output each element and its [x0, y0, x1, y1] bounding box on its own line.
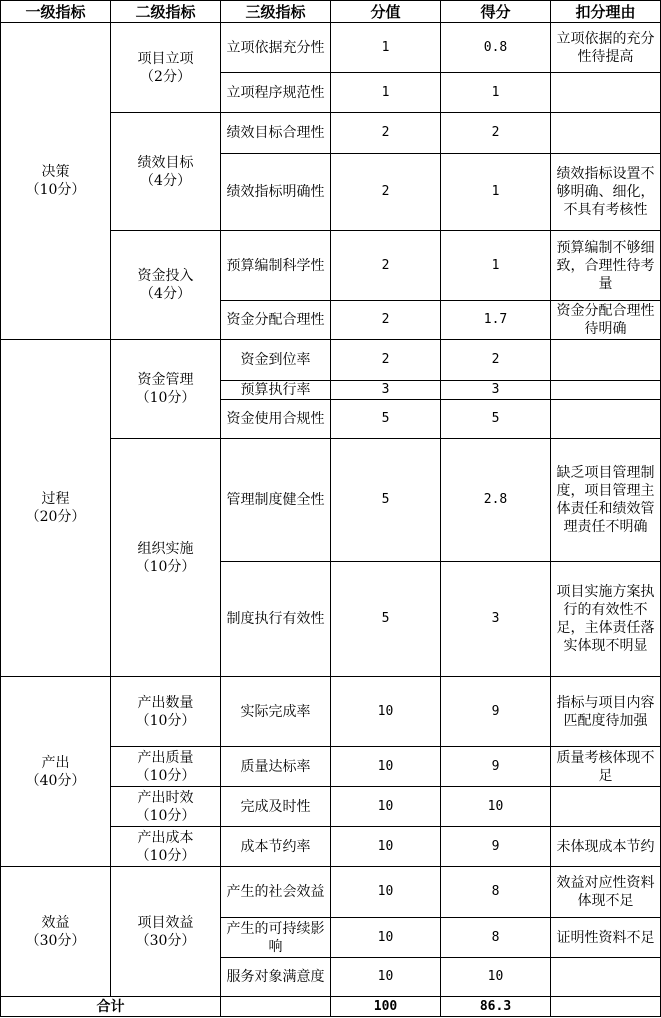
l1-name: 决策	[41, 164, 70, 180]
reason-cell: 项目实施方案执行的有效性不足，主体责任落实体现不明显	[551, 562, 661, 677]
l3-cell: 管理制度健全性	[221, 439, 331, 562]
reason-cell	[551, 73, 661, 113]
l2-score: （30分）	[135, 932, 196, 949]
score-cell: 1	[441, 231, 551, 301]
value-cell: 10	[331, 958, 441, 997]
score-cell: 2.8	[441, 439, 551, 562]
value-cell: 10	[331, 677, 441, 747]
l3-cell: 产生的可持续影响	[221, 918, 331, 958]
table-row	[1, 23, 661, 73]
score-cell: 0.8	[441, 23, 551, 73]
l2-name: 项目效益	[137, 914, 194, 931]
l1-name: 效益	[41, 914, 70, 931]
total-label: 合计	[1, 997, 221, 1017]
score-cell: 1.7	[441, 301, 551, 340]
value-cell: 10	[331, 747, 441, 787]
l1-name: 过程	[41, 491, 70, 507]
l1-score: （20分）	[25, 509, 86, 525]
l2-fund-input	[111, 231, 221, 340]
header-level3: 三级指标	[221, 1, 331, 23]
l2-output-qty	[111, 677, 221, 747]
score-cell: 2	[441, 113, 551, 154]
l1-score: （30分）	[25, 932, 86, 949]
l2-project-setup	[111, 23, 221, 113]
score-cell: 9	[441, 677, 551, 747]
l2-name: 产出时效	[137, 789, 194, 806]
l3-cell: 资金分配合理性	[221, 301, 331, 340]
l2-name: 资金投入	[137, 268, 194, 284]
l3-cell: 预算编制科学性	[221, 231, 331, 301]
l3-cell: 完成及时性	[221, 787, 331, 827]
score-cell: 5	[441, 400, 551, 439]
l3-cell: 产生的社会效益	[221, 867, 331, 918]
l2-fund-mgmt	[111, 340, 221, 439]
l1-score: （40分）	[25, 772, 86, 789]
value-cell: 5	[331, 400, 441, 439]
l2-name: 组织实施	[137, 540, 194, 557]
l2-org-impl	[111, 439, 221, 677]
score-cell: 1	[441, 154, 551, 231]
l2-output-quality	[111, 747, 221, 787]
table-row	[1, 867, 661, 918]
l2-score: （2分）	[140, 68, 191, 85]
l3-cell: 资金使用合规性	[221, 400, 331, 439]
l2-score: （10分）	[135, 767, 196, 784]
l2-score: （10分）	[135, 558, 196, 575]
reason-cell	[551, 340, 661, 381]
score-cell: 9	[441, 747, 551, 787]
header-level2: 二级指标	[111, 1, 221, 23]
reason-cell	[551, 381, 661, 400]
l2-name: 产出成本	[137, 829, 194, 846]
value-cell: 2	[331, 231, 441, 301]
total-score: 86.3	[441, 997, 551, 1017]
reason-cell: 资金分配合理性待明确	[551, 301, 661, 340]
reason-cell: 效益对应性资料体现不足	[551, 867, 661, 918]
header-row	[1, 1, 661, 23]
score-cell: 8	[441, 918, 551, 958]
header-reason: 扣分理由	[551, 1, 661, 23]
total-reason	[551, 997, 661, 1017]
l1-benefit	[1, 867, 111, 997]
header-score: 得分	[441, 1, 551, 23]
score-cell: 1	[441, 73, 551, 113]
total-row	[1, 997, 661, 1017]
l2-output-cost	[111, 827, 221, 867]
header-level1: 一级指标	[1, 1, 111, 23]
value-cell: 2	[331, 301, 441, 340]
value-cell: 2	[331, 340, 441, 381]
value-cell: 2	[331, 113, 441, 154]
l2-score: （4分）	[140, 286, 191, 302]
table-row	[1, 677, 661, 747]
reason-cell	[551, 958, 661, 997]
l3-cell: 资金到位率	[221, 340, 331, 381]
value-cell: 10	[331, 867, 441, 918]
l2-name: 项目立项	[137, 50, 194, 67]
l3-cell: 绩效指标明确性	[221, 154, 331, 231]
l1-decision	[1, 23, 111, 340]
l2-name: 资金管理	[137, 372, 194, 388]
total-value: 100	[331, 997, 441, 1017]
reason-cell	[551, 787, 661, 827]
value-cell: 10	[331, 787, 441, 827]
l3-cell: 成本节约率	[221, 827, 331, 867]
l3-cell: 绩效目标合理性	[221, 113, 331, 154]
reason-cell: 证明性资料不足	[551, 918, 661, 958]
reason-cell: 缺乏项目管理制度，项目管理主体责任和绩效管理责任不明确	[551, 439, 661, 562]
l2-score: （10分）	[135, 847, 196, 864]
reason-cell: 未体现成本节约	[551, 827, 661, 867]
reason-cell: 指标与项目内容匹配度待加强	[551, 677, 661, 747]
score-cell: 10	[441, 958, 551, 997]
value-cell: 1	[331, 73, 441, 113]
score-cell: 3	[441, 562, 551, 677]
total-empty	[221, 997, 331, 1017]
score-cell: 2	[441, 340, 551, 381]
l2-score: （4分）	[140, 172, 191, 189]
l3-cell: 服务对象满意度	[221, 958, 331, 997]
reason-cell	[551, 113, 661, 154]
score-cell: 8	[441, 867, 551, 918]
score-cell: 3	[441, 381, 551, 400]
l3-cell: 立项程序规范性	[221, 73, 331, 113]
value-cell: 3	[331, 381, 441, 400]
l1-score: （10分）	[25, 182, 86, 198]
score-cell: 9	[441, 827, 551, 867]
value-cell: 5	[331, 439, 441, 562]
l1-name: 产出	[41, 754, 70, 771]
l3-cell: 预算执行率	[221, 381, 331, 400]
reason-cell: 立项依据的充分性待提高	[551, 23, 661, 73]
l2-name: 绩效目标	[137, 154, 194, 171]
l1-process	[1, 340, 111, 677]
reason-cell	[551, 400, 661, 439]
l2-name: 产出数量	[137, 694, 194, 711]
reason-cell: 绩效指标设置不够明确、细化，不具有考核性	[551, 154, 661, 231]
reason-cell: 质量考核体现不足	[551, 747, 661, 787]
l2-name: 产出质量	[137, 749, 194, 766]
l3-cell: 立项依据充分性	[221, 23, 331, 73]
value-cell: 10	[331, 827, 441, 867]
l2-score: （10分）	[135, 712, 196, 729]
l2-score: （10分）	[135, 807, 196, 824]
l3-cell: 制度执行有效性	[221, 562, 331, 677]
l2-performance-goal	[111, 113, 221, 231]
l2-project-benefit	[111, 867, 221, 997]
value-cell: 10	[331, 918, 441, 958]
header-value: 分值	[331, 1, 441, 23]
l1-output	[1, 677, 111, 867]
reason-cell: 预算编制不够细致，合理性待考量	[551, 231, 661, 301]
value-cell: 2	[331, 154, 441, 231]
l2-output-time	[111, 787, 221, 827]
l3-cell: 质量达标率	[221, 747, 331, 787]
value-cell: 5	[331, 562, 441, 677]
table-row	[1, 340, 661, 381]
score-cell: 10	[441, 787, 551, 827]
l3-cell: 实际完成率	[221, 677, 331, 747]
value-cell: 1	[331, 23, 441, 73]
l2-score: （10分）	[135, 390, 196, 406]
